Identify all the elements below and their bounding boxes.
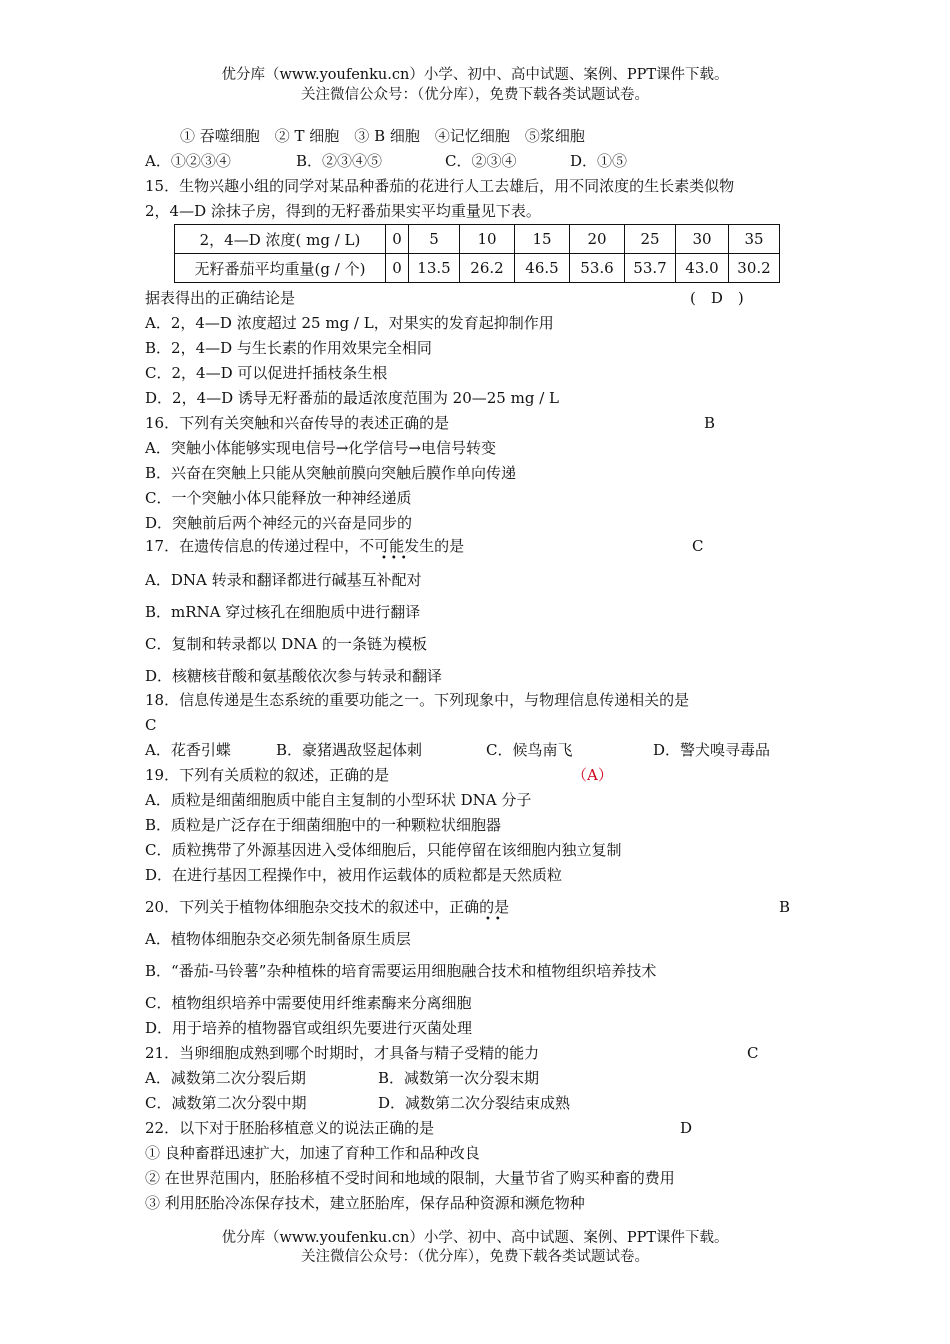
q19-option-a: A．质粒是细菌细胞质中能自主复制的小型环状 DNA 分子 [145,791,532,809]
q16-option-b: B．兴奋在突触上只能从突触前膜向突触后膜作单向传递 [145,464,517,482]
table-cell: 43.0 [676,254,729,283]
q19-option-c: C．质粒携带了外源基因进入受体细胞后，只能停留在该细胞内独立复制 [145,841,622,859]
q18-answer: C [145,716,157,734]
q21-answer: C [747,1044,759,1062]
q18-stem: 18．信息传递是生态系统的重要功能之一。下列现象中，与物理信息传递相关的是 [145,691,690,709]
q18-option-a: A．花香引蝶 [145,741,231,759]
q18-option-b: B．豪猪遇敌竖起体刺 [276,741,423,759]
q15-option-d: D．2，4—D 诱导无籽番茄的最适浓度范围为 20—25 mg / L [145,389,559,407]
table-cell: 46.5 [515,254,570,283]
q15-stem-1: 15．生物兴趣小组的同学对某品种番茄的花进行人工去雄后，用不同浓度的生长素类似物 [145,177,735,195]
footer-line-2: 关注微信公众号：（优分库），免费下载各类试题试卷。 [301,1249,649,1265]
q14-items: ① 吞噬细胞 ② T 细胞 ③ B 细胞 ④记忆细胞 ⑤浆细胞 [180,127,585,145]
q17-answer: C [692,537,704,555]
table-cell: 35 [729,225,780,254]
q21-option-d: D．减数第二次分裂结束成熟 [378,1094,571,1112]
q16-option-a: A．突触小体能够实现电信号→化学信号→电信号转变 [145,439,496,457]
q16-option-c: C．一个突触小体只能释放一种神经递质 [145,489,412,507]
q16-option-d: D．突触前后两个神经元的兴奋是同步的 [145,514,413,532]
q22-answer: D [680,1119,693,1137]
q16-answer: B [704,414,716,432]
table-row-concentration [175,225,780,254]
q19-option-b: B．质粒是广泛存在于细菌细胞中的一种颗粒状细胞器 [145,816,502,834]
table-cell: 15 [515,225,570,254]
q20-option-b: B．“番茄-马铃薯”杂种植株的培育需要运用细胞融合技术和植物组织培养技术 [145,962,657,980]
q17-option-c: C．复制和转录都以 DNA 的一条链为模板 [145,635,427,653]
q18-option-c: C．候鸟南飞 [486,741,573,759]
q19-stem: 19．下列有关质粒的叙述，正确的是 [145,766,390,784]
q17-stem: 17．在遗传信息的传递过程中，不可能发生的是 [145,537,465,555]
table-cell: 30.2 [729,254,780,283]
q20-emphasis-dots: •• [485,914,505,925]
q15-option-b: B．2，4—D 与生长素的作用效果完全相同 [145,339,432,357]
q15-data-table [174,224,780,283]
q22-item-1: ① 良种畜群迅速扩大，加速了育种工作和品种改良 [145,1144,480,1162]
q15-conclusion: 据表得出的正确结论是 [145,289,296,307]
table-cell: 53.6 [570,254,625,283]
q14-option-d: D．①⑤ [570,152,628,170]
q17-option-b: B．mRNA 穿过核孔在细胞质中进行翻译 [145,603,421,621]
q14-option-a: A．①②③④ [145,152,231,170]
q22-item-2: ② 在世界范围内，胚胎移植不受时间和地域的限制，大量节省了购买种畜的费用 [145,1169,675,1187]
table-cell: 30 [676,225,729,254]
table-cell: 13.5 [409,254,460,283]
q21-stem: 21．当卵细胞成熟到哪个时期时，才具备与精子受精的能力 [145,1044,540,1062]
q22-item-3: ③ 利用胚胎冷冻保存技术，建立胚胎库，保存品种资源和濒危物种 [145,1194,585,1212]
table-cell: 25 [625,225,676,254]
row-label-weight: 无籽番茄平均重量(g / 个) [175,254,386,283]
q17-emphasis-dots: ••• [381,553,411,564]
q20-option-a: A．植物体细胞杂交必须先制备原生质层 [145,930,411,948]
q17-option-d: D．核糖核苷酸和氨基酸依次参与转录和翻译 [145,667,443,685]
q22-stem: 22．以下对于胚胎移植意义的说法正确的是 [145,1119,435,1137]
table-cell: 10 [460,225,515,254]
table-cell: 0 [386,225,409,254]
q18-option-d: D．警犬嗅寻毒品 [653,741,771,759]
q15-answer: ( D ) [690,289,744,307]
q21-option-b: B．减数第一次分裂末期 [378,1069,540,1087]
table-cell: 5 [409,225,460,254]
q20-answer: B [779,898,791,916]
q21-option-c: C．减数第二次分裂中期 [145,1094,307,1112]
q15-stem-2: 2，4—D 涂抹子房，得到的无籽番茄果实平均重量见下表。 [145,202,541,220]
table-cell: 26.2 [460,254,515,283]
table-row-weight [175,254,780,283]
q15-option-c: C．2，4—D 可以促进扦插枝条生根 [145,364,388,382]
q20-option-d: D．用于培养的植物器官或组织先要进行灭菌处理 [145,1019,473,1037]
table-cell: 0 [386,254,409,283]
table-cell: 20 [570,225,625,254]
q20-stem: 20．下列关于植物体细胞杂交技术的叙述中，正确的是 [145,898,510,916]
q19-answer: （A） [572,766,613,784]
q21-option-a: A．减数第二次分裂后期 [145,1069,306,1087]
q20-option-c: C．植物组织培养中需要使用纤维素酶来分离细胞 [145,994,472,1012]
q19-option-d: D．在进行基因工程操作中，被用作运载体的质粒都是天然质粒 [145,866,563,884]
header-line-1: 优分库（www.youfenku.cn）小学、初中、高中试题、案例、PPT课件下载。 [221,67,729,83]
q14-option-b: B．②③④⑤ [296,152,383,170]
footer-line-1: 优分库（www.youfenku.cn）小学、初中、高中试题、案例、PPT课件下载。 [221,1230,729,1246]
q15-option-a: A．2，4—D 浓度超过 25 mg / L，对果实的发育起抑制作用 [145,314,554,332]
row-label-concentration: 2，4—D 浓度( mg / L) [175,225,386,254]
table-cell: 53.7 [625,254,676,283]
q14-option-c: C．②③④ [445,152,517,170]
q17-option-a: A．DNA 转录和翻译都进行碱基互补配对 [145,571,422,589]
q16-stem: 16．下列有关突触和兴奋传导的表述正确的是 [145,414,450,432]
header-line-2: 关注微信公众号：（优分库），免费下载各类试题试卷。 [301,87,649,103]
